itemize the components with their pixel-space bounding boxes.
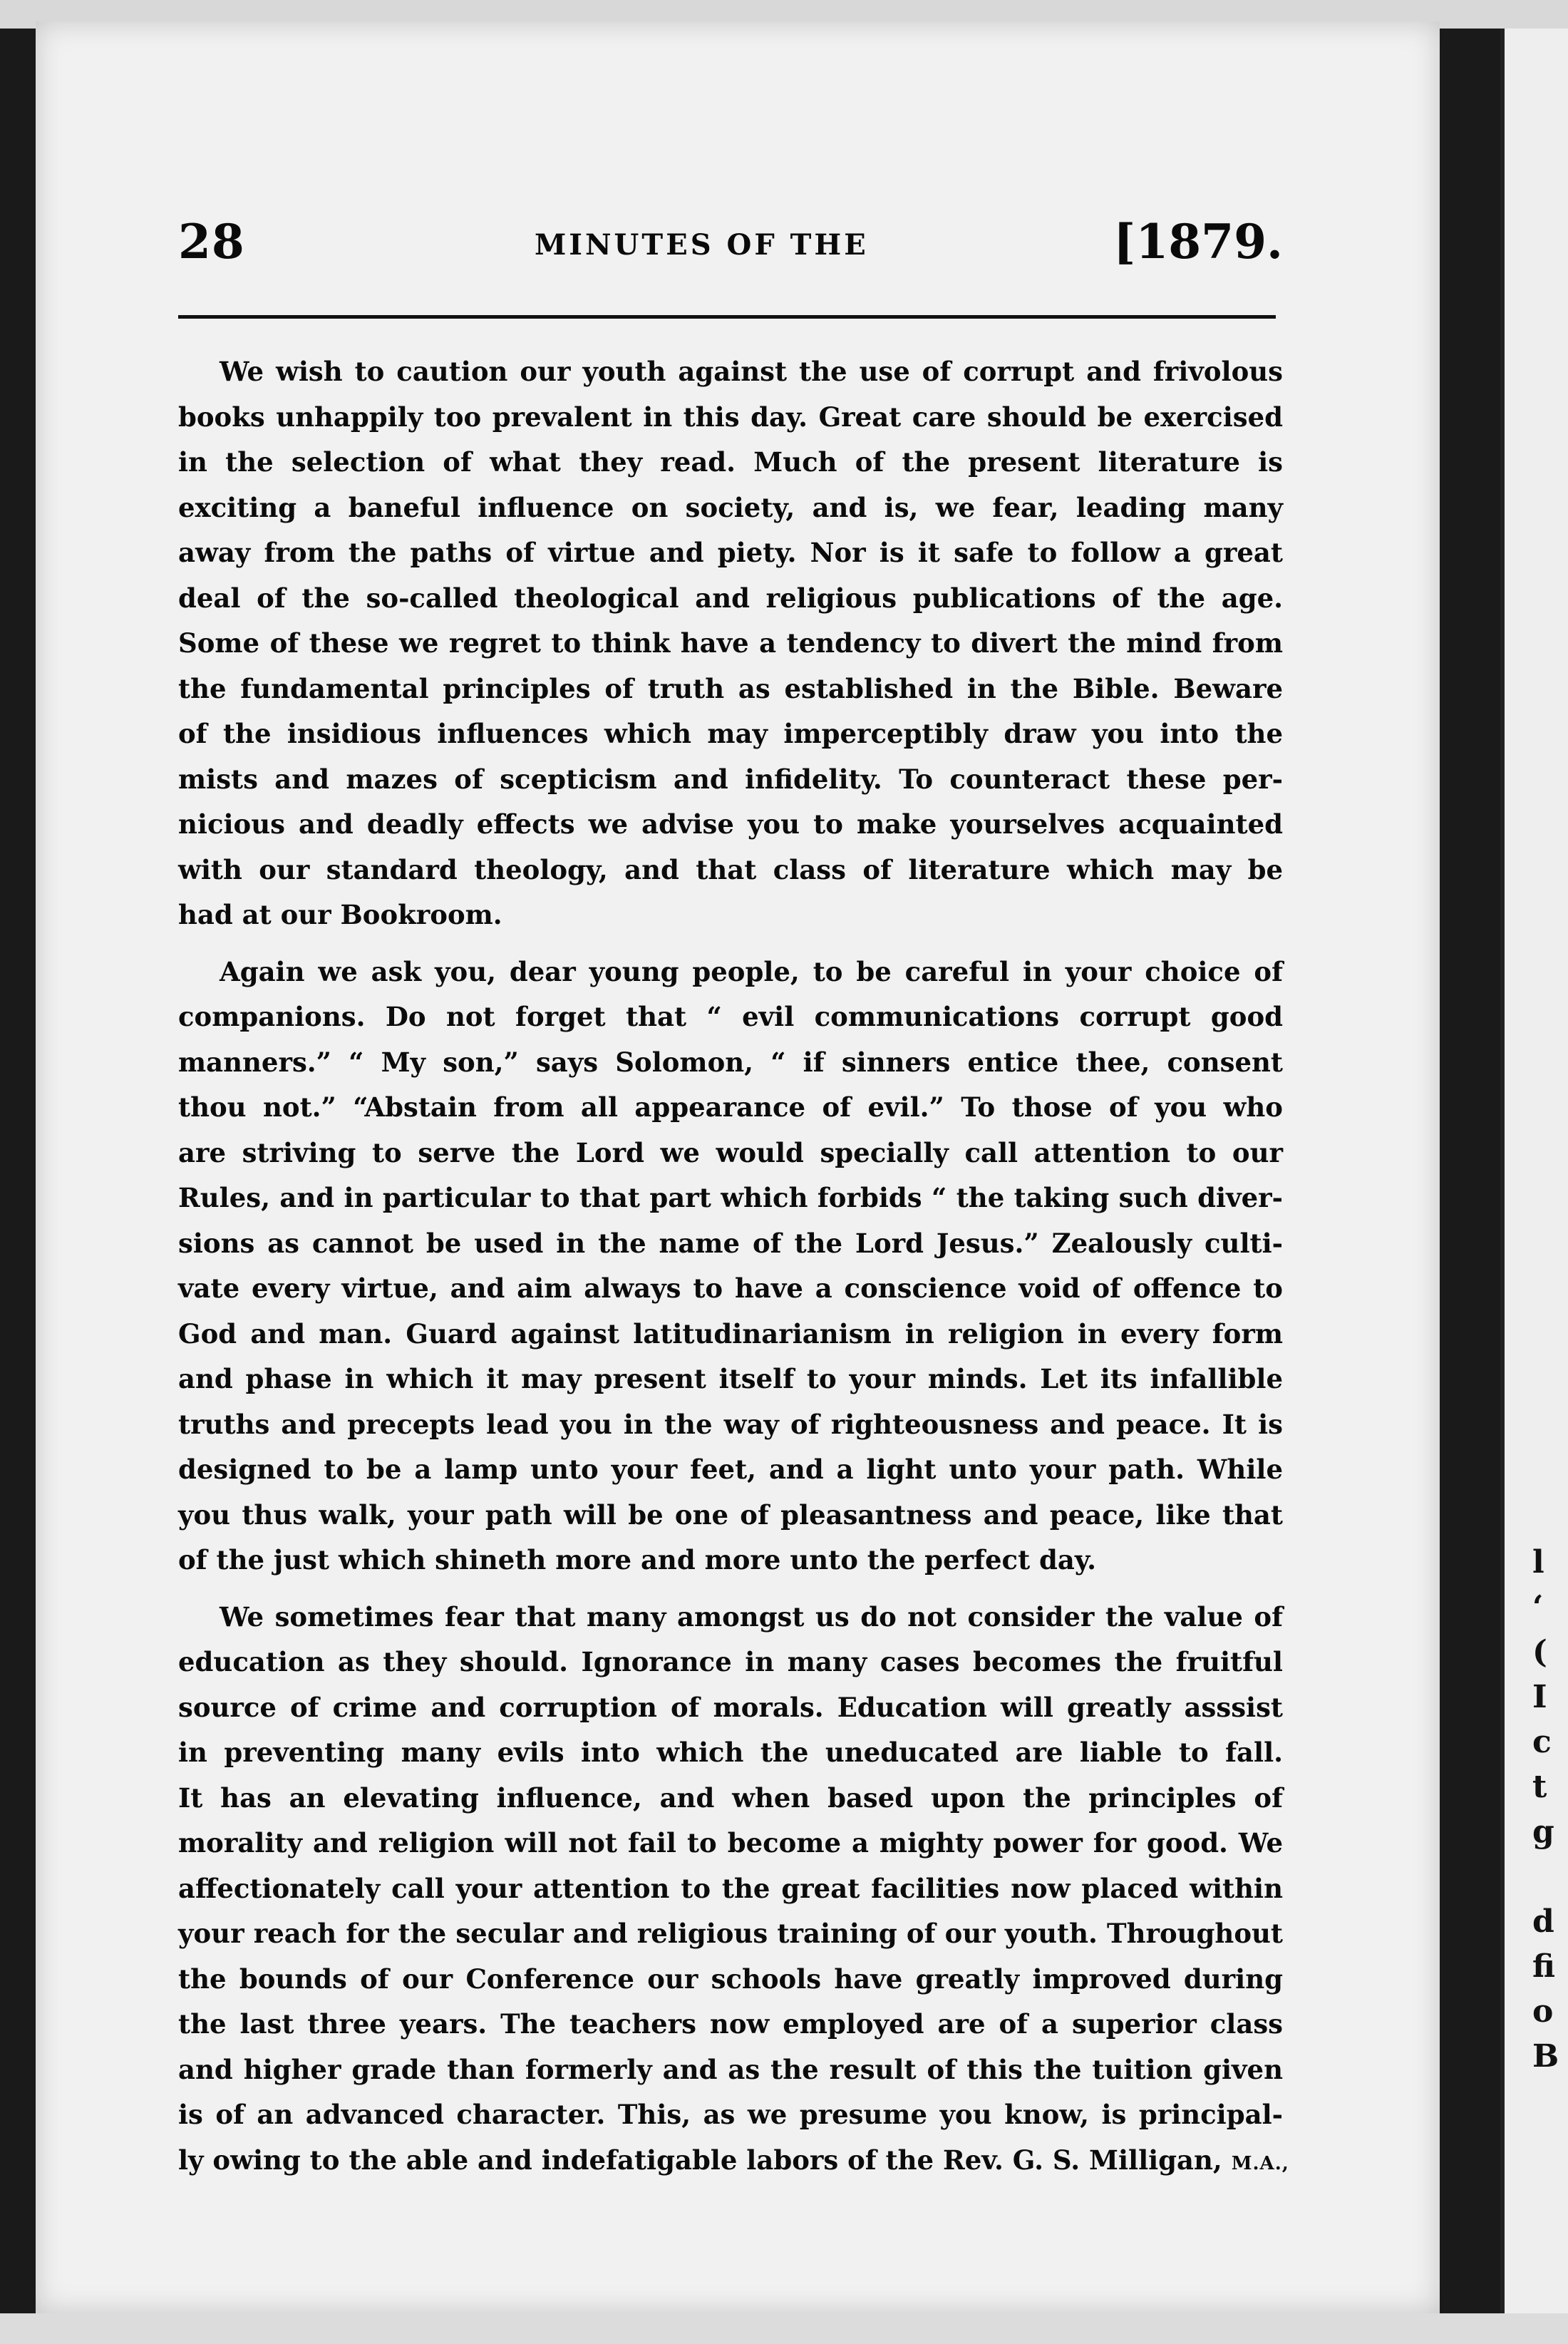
text-line: are striving to serve the Lord we would specially call attention to our: [178, 1136, 1283, 1168]
text-line: truths and precepts lead you in the way of righteousness and peace. It is: [178, 1408, 1283, 1440]
text-line: education as they should. Ignorance in many cases becomes the fruitful: [178, 1646, 1283, 1677]
text-line: ly owing to the able and indefatigable labors of the Rev. G. S. Milligan, M.A.,: [178, 2144, 1289, 2176]
adjacent-page-letter: B: [1532, 2038, 1559, 2075]
text-line: you thus walk, your path will be one of pleasantness and peace, like that: [178, 1499, 1283, 1531]
adjacent-page-fragments: [1532, 1540, 1568, 2079]
adjacent-page-letter: l: [1532, 1544, 1544, 1580]
text-line: deal of the so-called theological and religious publications of the age.: [178, 582, 1283, 614]
adjacent-page-letter: (: [1532, 1634, 1547, 1670]
adjacent-page-letter: I: [1532, 1679, 1547, 1715]
text-line: in preventing many evils into which the uneducated are liable to fall.: [178, 1737, 1283, 1768]
page-gutter-shadow: [1500, 29, 1505, 2313]
paragraph: [178, 349, 1283, 938]
text-line: affectionately call your attention to the great facilities now placed within: [178, 1872, 1283, 1904]
text-line: designed to be a lamp unto your feet, and a light unto your path. While: [178, 1454, 1283, 1485]
text-line: books unhappily too prevalent in this day. Great care should be exercised: [178, 401, 1283, 433]
text-line: sions as cannot be used in the name of the Lord Jesus.” Zealously culti-: [178, 1227, 1283, 1259]
page-number: 28: [178, 214, 245, 269]
text-line: morality and religion will not fail to become a mighty power for good. We: [178, 1827, 1283, 1859]
adjacent-page-letter: o: [1532, 1993, 1554, 2030]
adjacent-page-letter: g: [1532, 1814, 1554, 1850]
adjacent-page-letter: d: [1532, 1903, 1554, 1940]
text-line: had at our Bookroom.: [178, 899, 502, 930]
text-line: of the just which shineth more and more unto the perfect day.: [178, 1544, 1097, 1575]
adjacent-page-letter: [1532, 1854, 1568, 1899]
text-line: is of an advanced character. This, as we presume you know, is principal-: [178, 2099, 1283, 2130]
text-line: We sometimes fear that many amongst us do not consider the value of: [220, 1600, 1283, 1633]
page-header: [178, 214, 1283, 278]
body-text: [178, 349, 1289, 2194]
text-line: the fundamental principles of truth as established in the Bible. Beware: [178, 672, 1283, 704]
text-line: God and man. Guard against latitudinarianism in religion in every form: [178, 1317, 1283, 1350]
text-line: exciting a baneful influence on society, and is, we fear, leading many: [178, 491, 1283, 523]
text-line: It has an elevating influence, and when based upon the principles of: [178, 1782, 1283, 1814]
text-line: source of crime and corruption of morals. Education will greatly asssist: [178, 1691, 1283, 1723]
header-year: [1879.: [1113, 214, 1283, 269]
text-line: Again we ask you, dear young people, to be careful in your choice of: [220, 955, 1283, 987]
text-line: nicious and deadly effects we advise you to make yourselves acquainted: [178, 808, 1283, 840]
text-line: in the selection of what they read. Much of the present literature is: [178, 446, 1283, 478]
text-line: companions. Do not forget that “ evil communications corrupt good: [178, 1001, 1283, 1032]
text-line: and phase in which it may present itself to your minds. Let its infallible: [178, 1363, 1283, 1394]
adjacent-page-letter: ‘: [1532, 1589, 1544, 1625]
running-title: MINUTES OF THE: [535, 228, 869, 262]
degree-abbreviation: M.A.,: [1231, 2152, 1289, 2174]
text-line: vate every virtue, and aim always to have a conscience void of offence to: [178, 1273, 1283, 1304]
header-rule: [178, 315, 1276, 319]
paragraph: [178, 1595, 1289, 2184]
text-line: Some of these we regret to think have a tendency to divert the mind from: [178, 627, 1283, 659]
text-line: thou not.” “Abstain from all appearance of evil.” To those of you who: [178, 1091, 1283, 1123]
adjacent-page-letter: c: [1532, 1724, 1552, 1760]
text-line: We wish to caution our youth against the use of corrupt and frivolous: [220, 356, 1283, 387]
text-line: with our standard theology, and that class of literature which may be: [178, 853, 1283, 885]
adjacent-page-letter: fi: [1532, 1948, 1555, 1985]
text-line: and higher grade than formerly and as the result of this the tuition given: [178, 2053, 1283, 2085]
paragraph: [178, 950, 1283, 1583]
text-line: the last three years. The teachers now employed are of a superior class: [178, 2008, 1283, 2040]
text-line: Rules, and in particular to that part which forbids “ the taking such diver-: [178, 1182, 1283, 1213]
text-line: mists and mazes of scepticism and infidelity. To counteract these per-: [178, 763, 1283, 795]
adjacent-page-letter: t: [1532, 1769, 1547, 1805]
text-line: your reach for the secular and religious training of our youth. Throughout: [178, 1918, 1283, 1949]
text-line: away from the paths of virtue and piety. Nor is it safe to follow a great: [178, 537, 1283, 568]
text-line: the bounds of our Conference our schools have greatly improved during: [178, 1963, 1283, 1995]
scan-bottom-margin: [0, 2313, 1568, 2344]
text-line: of the insidious influences which may imperceptibly draw you into the: [178, 718, 1283, 749]
text-line: manners.” “ My son,” says Solomon, “ if sinners entice thee, consent: [178, 1046, 1283, 1078]
